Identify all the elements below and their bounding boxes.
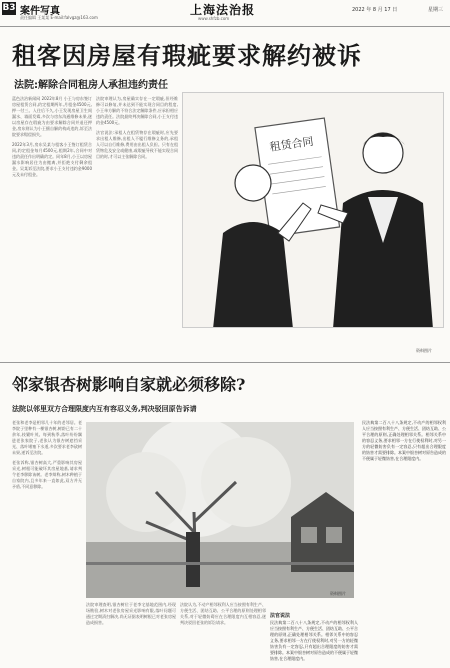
judge-comment-text: 民法典第二百八十八条规定,不动产的相邻权利人应当按照有利生产、方便生活、团结互助、公平合理的原则,正确处理相邻关系。相邻关系中的容忍义务,要求相邻一方在行使权利时,对另一方的轻微妨害负有一定容忍,只有超出合理限度的妨害才需要排除。本案中银杏树对原告造成的不便属于轻微妨害,在合理限度内。 <box>270 620 358 661</box>
article2-col2 <box>86 602 176 666</box>
article1-illustration <box>182 92 444 328</box>
article1-col2 <box>96 96 178 358</box>
article2-right-text: 民法典第二百八十八条规定,不动产的相邻权利人应当按照有利生产、方便生活、团结互助、公平合理的原则,正确处理相邻关系。相邻关系中的容忍义务,要求相邻一方在行使权利时,对另一方的轻微妨害负有一定容忍,只有超出合理限度的妨害才需要排除。本案中银杏树对原告造成的不便属于轻微妨害,在合理限度内。 <box>362 420 446 461</box>
article2-col4-text: 法院认为,不动产相邻权利人应当按照有利生产、方便生活、团结互助、公平合理的原则处理相邻关系,对于轻微妨碍应在合理限度内互相容忍,遂判决驳回老张的诉讼请求。 <box>180 602 266 625</box>
article1-col1 <box>12 96 92 358</box>
article-divider <box>0 362 450 363</box>
article2-headline: 邻家银杏树影响自家就必须移除? <box>12 375 246 394</box>
contract-label: 租赁合同 <box>268 134 315 154</box>
section-title: 案件写真 <box>20 6 60 17</box>
article2-photo <box>86 422 354 598</box>
article1-image-credit: 资料图片 <box>416 348 432 353</box>
page-header <box>0 0 450 26</box>
landlord-tenant-illustration <box>183 93 444 328</box>
header-divider <box>0 26 450 27</box>
article2-col2-text: 老张诉称,银杏树高大,严重影响其房屋采光,树根可能破坏其房屋地基,请求判令老李移除该树。老李辩称,树木种植于自家院内,且多年来一直如此,双方并无矛盾,不同意移除。 <box>12 460 82 489</box>
article2-image-credit: 资料图片 <box>330 591 346 596</box>
judge-comment-col1 <box>270 620 358 666</box>
article1-col2-text: 2022年3月,房东吴某与租客小王签订租赁合同,约定租金每月4500元,租期2年,合同中对违约责任作出明确约定。同年8月,小王以房屋漏水影响居住为由搬离,并拒绝支付剩余租金。吴某诉至法院,要求小王支付违约金9000元及未付租金。 <box>12 142 92 177</box>
article1-col3 <box>182 330 444 360</box>
page-number-tag: B3 <box>2 3 16 13</box>
issue-weekday: 星期三 <box>428 7 444 13</box>
article2-right-col <box>362 420 446 665</box>
masthead-url: www.shfzb.com <box>198 16 230 21</box>
article2-col1 <box>12 420 82 665</box>
issue-date: 2022 年 8 月 17 日 <box>352 7 398 13</box>
article1-col4-text: 法官说法:承租人在租赁物存在瑕疵时,应先要求出租人维修,出租人不履行维修义务的,承租人可以自行维修,费用由出租人负担。只有在租赁物危及安全或健康,或瑕疵导致不能实现合同目的时,才可以主张解除合同。 <box>96 130 178 159</box>
article2-col3 <box>180 602 266 666</box>
article1-col3-text: 法院审理认为,房屋确实存在一定瑕疵,但经维修可以修复,并未达到不能实现合同目的程度,小王单方解约不符合法定解除条件,应承担相应违约责任。法院最终判决解除合同,小王支付违约金4500元。 <box>96 96 178 125</box>
editor-line: 责任编辑 王某某 E-mail:falvgz@163.com <box>20 15 98 20</box>
article2-col1-text: 老张和老李是相邻几十年的老邻居。老李院子里种有一棵银杏树,树龄已有二十余年,枝繁叶茂。每到秋季,落叶纷纷飘进老张家院子,老张认为银杏树遮挡采光、落叶堵塞下水道,多次要求老李砍树未果,遂诉至法院。 <box>12 420 82 455</box>
article1-headline: 租客因房屋有瑕疵要求解约被诉 <box>12 41 362 70</box>
masthead: 上海法治报 <box>190 3 256 17</box>
article2-subhead: 法院以邻里双方合理限度内互有容忍义务,判决驳回原告诉请 <box>12 405 197 413</box>
ginkgo-tree-photo <box>86 422 354 598</box>
article1-col1-text: 蓝色法治新闻网 2022年8月 小王与房东签订房屋租赁合同,约定租期两年,月租金4500元,押一付三。入住后不久,小王发现房屋卫生间漏水、墙面发霉,多次与房东沟通维修未果,遂以房屋存在瑕疵为由要求解除合同并退还押金,房东则认为小王擅自解约构成违约,诉至法院要求赔偿损失。 <box>12 96 92 137</box>
article2-col3-text: 法院审理查明,银杏树位于老李宅基地范围内,经现场勘验,树木对老张房屋采光影响有限,落叶问题可通过定期清扫解决,尚无证据表明树根已对老张房屋造成损害。 <box>86 602 176 625</box>
judge-comment-title: 法官说法 <box>270 613 291 619</box>
article1-subhead: 法院:解除合同租房人承担违约责任 <box>14 80 168 91</box>
